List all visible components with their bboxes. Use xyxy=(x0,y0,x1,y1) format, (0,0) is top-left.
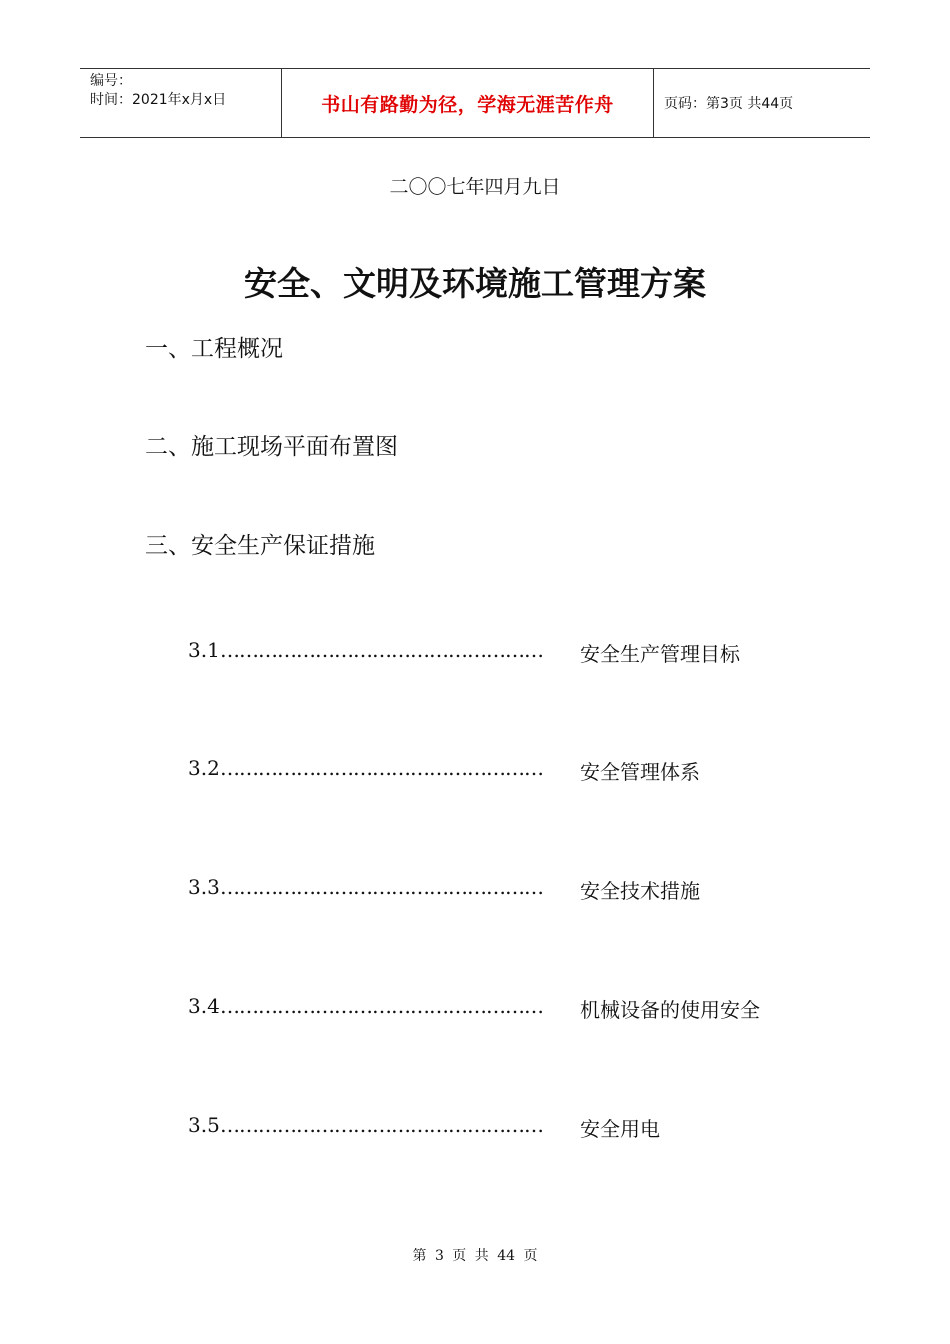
document-date: 二〇〇七年四月九日 xyxy=(389,176,561,198)
toc-leader: …………………………………………… xyxy=(220,1113,543,1137)
section-heading: 二、施工现场平面布置图 xyxy=(145,434,398,460)
toc-title: 安全管理体系 xyxy=(580,760,700,784)
document-number-label: 编号： xyxy=(90,73,132,89)
header-meta xyxy=(80,69,281,137)
toc-entry xyxy=(188,756,828,786)
toc-entry xyxy=(188,638,828,668)
toc-entry xyxy=(188,875,828,905)
toc-number: 3.1 xyxy=(188,638,220,662)
header-page-info: 页码：第3页 共44页 xyxy=(664,96,794,112)
page-footer: 第 3 页 共 44 页 xyxy=(412,1248,538,1264)
toc-number: 3.2 xyxy=(188,756,220,780)
toc-number: 3.5 xyxy=(188,1113,220,1137)
toc-title: 安全生产管理目标 xyxy=(580,642,740,666)
page-header xyxy=(80,68,870,138)
toc-title: 安全技术措施 xyxy=(580,879,700,903)
toc-entry xyxy=(188,1113,828,1143)
toc-leader: …………………………………………… xyxy=(220,638,543,662)
toc-leader: …………………………………………… xyxy=(220,994,543,1018)
document-time-label: 时间：2021年x月x日 xyxy=(90,92,227,108)
toc-title: 机械设备的使用安全 xyxy=(580,998,760,1022)
toc-leader: …………………………………………… xyxy=(220,756,543,780)
toc-number: 3.4 xyxy=(188,994,220,1018)
toc-leader: …………………………………………… xyxy=(220,875,543,899)
header-motto: 书山有路勤为径，学海无涯苦作舟 xyxy=(281,69,654,137)
document-title: 安全、文明及环境施工管理方案 xyxy=(244,264,706,303)
toc-number: 3.3 xyxy=(188,875,220,899)
section-heading: 三、安全生产保证措施 xyxy=(145,533,375,559)
toc-entry xyxy=(188,994,828,1024)
section-heading: 一、工程概况 xyxy=(145,336,283,362)
toc-title: 安全用电 xyxy=(580,1117,660,1141)
